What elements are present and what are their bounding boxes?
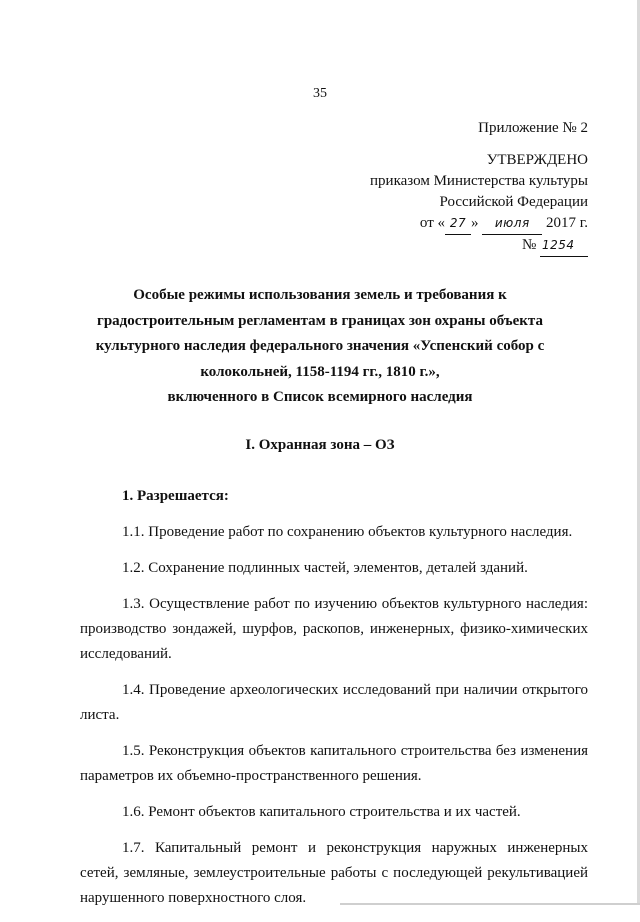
approval-number xyxy=(370,235,588,257)
title-line: включенного в Список всемирного наследия xyxy=(167,389,473,405)
title-line: культурного наследия федерального значения «Успенский собор с xyxy=(95,338,545,354)
title-line: колокольней, 1158-1194 гг., 1810 г.», xyxy=(200,363,440,380)
approval-line-2: Российской Федерации xyxy=(439,194,588,210)
document-body xyxy=(80,484,588,922)
paragraph: 1.2. Сохранение подлинных частей, элементов, деталей зданий. xyxy=(122,560,528,576)
paragraph-heading: 1. Разрешается: xyxy=(122,488,229,504)
approval-date xyxy=(370,213,588,235)
date-day-handwritten: 27 xyxy=(445,213,471,235)
paragraph: 1.4. Проведение археологических исследований при наличии открытого листа. xyxy=(80,682,588,723)
paragraph: 1.3. Осуществление работ по изучению объектов культурного наследия: производство зондажей, шурфов, раскопов, инженерных, физико-химических исследований. xyxy=(80,596,588,662)
date-year: 2017 г. xyxy=(546,215,588,231)
approval-line-1: приказом Министерства культуры xyxy=(370,173,588,189)
paragraph: 1.7. Капитальный ремонт и реконструкция наружных инженерных сетей, земляные, землеустроительные работы с последующей рекультивацией нарушенного поверхностного слоя. xyxy=(80,840,588,906)
section-heading: I. Охранная зона – ОЗ xyxy=(245,437,395,453)
title-line: градостроительным регламентам в границах зон охраны объекта xyxy=(97,312,543,329)
page-number: 35 xyxy=(313,86,327,101)
date-month-handwritten: июля xyxy=(482,213,542,235)
approved-label: УТВЕРЖДЕНО xyxy=(486,152,588,168)
approval-block xyxy=(370,150,588,257)
document-title xyxy=(80,283,560,411)
paragraph: 1.6. Ремонт объектов капитального строительства и их частей. xyxy=(122,804,521,820)
title-line: Особые режимы использования земель и требования к xyxy=(133,287,507,303)
paragraph: 1.5. Реконструкция объектов капитального строительства без изменения параметров их объемно-пространственного решения. xyxy=(80,743,588,784)
date-prefix: от « xyxy=(419,215,446,231)
appendix-label: Приложение № 2 xyxy=(478,120,588,136)
number-handwritten: 1254 xyxy=(540,235,588,257)
paragraph: 1.1. Проведение работ по сохранению объектов культурного наследия. xyxy=(122,524,573,540)
number-prefix: № xyxy=(521,237,537,253)
date-mid: » xyxy=(471,215,479,231)
